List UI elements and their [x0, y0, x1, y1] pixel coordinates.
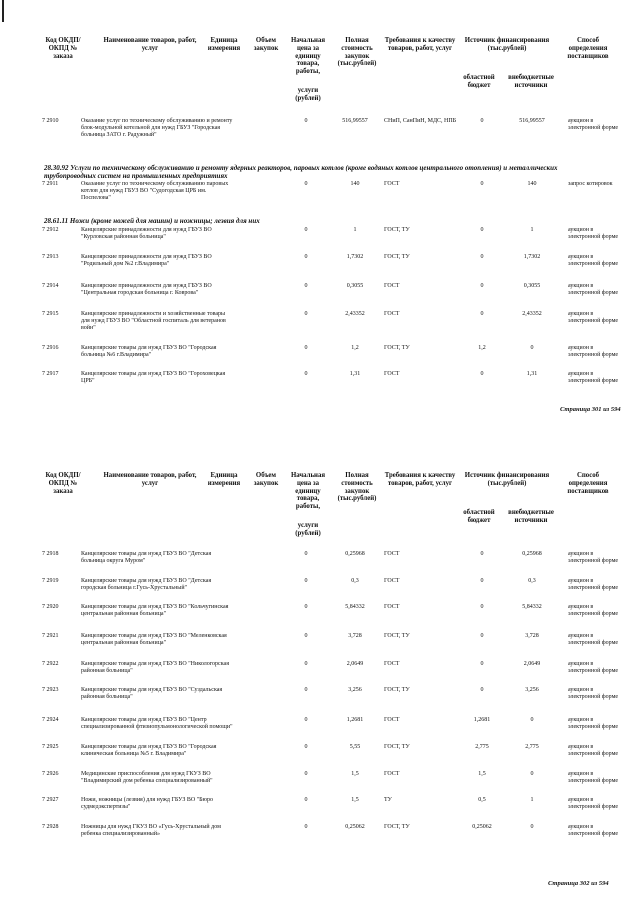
- extra-budget: 1,7302: [523, 254, 541, 260]
- regional-budget: 2,775: [475, 744, 489, 750]
- total-cost: 140: [350, 181, 360, 187]
- order-number: 7 2920: [42, 604, 59, 610]
- start-price: 0: [304, 604, 308, 610]
- start-price: 0: [304, 118, 308, 124]
- quality-requirements: ГОСТ: [384, 771, 400, 777]
- quality-requirements: СНиП, СанПиН, МДС, НПБ: [384, 118, 457, 124]
- item-description: Канцелярские товары для нужд ГБУЗ ВО "Городская клиническая больница №5 г. Владимира": [81, 744, 217, 758]
- regional-budget: 0: [480, 371, 484, 377]
- section-title: Услуги по техническому обслуживанию и ремонту ядерных реакторов, паровых котлов (кроме водяных котлов центрального отопления) и металлических трубопроводных систем на промышленных предприятиях: [44, 164, 558, 181]
- start-price: 0: [304, 771, 308, 777]
- section-header-28-61-11: [44, 217, 604, 225]
- order-number: 7 2926: [42, 771, 59, 777]
- order-number: 7 2925: [42, 744, 59, 750]
- extra-budget: 0: [530, 771, 534, 777]
- col-code-header: Код ОКДП/ ОКПД № заказа: [45, 472, 81, 495]
- total-cost: 1,5: [351, 797, 359, 803]
- total-cost: 1: [353, 227, 357, 233]
- col-name-header: Наименование товаров, работ, услуг: [103, 37, 197, 52]
- regional-budget: 0: [480, 181, 484, 187]
- order-number: 7 2911: [42, 181, 59, 187]
- col-source-extrabudget: внебюджетные источники: [508, 74, 554, 89]
- col-volume-header: Объем закупок: [253, 472, 279, 487]
- total-cost: 3,728: [348, 633, 362, 639]
- order-number: 7 2913: [42, 254, 59, 260]
- order-number: 7 2912: [42, 227, 59, 233]
- procurement-method: аукцион в электронной форме: [568, 118, 619, 132]
- col-start-price-suffix: услуги (рублей): [295, 87, 321, 102]
- total-cost: 0,3055: [346, 283, 364, 289]
- item-description: Канцелярские товары для нужд ГБУЗ ВО "Никологорская районная больница": [81, 661, 229, 675]
- procurement-method: аукцион в электронной форме: [568, 371, 619, 385]
- procurement-method: аукцион в электронной форме: [568, 254, 619, 268]
- regional-budget: 0: [480, 551, 484, 557]
- order-number: 7 2924: [42, 717, 59, 723]
- extra-budget: 516,99557: [519, 118, 545, 124]
- total-cost: 2,0649: [346, 661, 364, 667]
- extra-budget: 5,84332: [522, 604, 542, 610]
- extra-budget: 0,3055: [523, 283, 541, 289]
- order-number: 7 2915: [42, 311, 59, 317]
- quality-requirements: ГОСТ: [384, 717, 400, 723]
- item-description: Канцелярские товары для нужд ГБУЗ ВО "Суздальская районная больница": [81, 687, 223, 701]
- procurement-method: аукцион в электронной форме: [568, 744, 619, 758]
- col-source-header: Источник финансирования (тыс.рублей): [464, 37, 550, 52]
- extra-budget: 2,775: [525, 744, 539, 750]
- quality-requirements: ГОСТ, ТУ: [384, 687, 410, 693]
- total-cost: 1,5: [351, 771, 359, 777]
- procurement-method: аукцион в электронной форме: [568, 824, 619, 838]
- start-price: 0: [304, 687, 308, 693]
- item-description: Канцелярские принадлежности для нужд ГБУЗ ВО "Курловская районная больница": [81, 227, 212, 241]
- section-header-28-30-92: [44, 164, 604, 180]
- item-description: Канцелярские товары для нужд ГБУЗ ВО "Кольчугинская центральная районная больница": [81, 604, 229, 618]
- quality-requirements: ГОСТ: [384, 371, 400, 377]
- regional-budget: 0: [480, 254, 484, 260]
- start-price: 0: [304, 551, 308, 557]
- start-price: 0: [304, 371, 308, 377]
- procurement-method: аукцион в электронной форме: [568, 687, 619, 701]
- total-cost: 1,7302: [346, 254, 364, 260]
- item-description: Ножи, ножницы (лезвия) для нужд ГБУЗ ВО "Бюро судмедэкспертизы": [81, 797, 214, 811]
- regional-budget: 0: [480, 311, 484, 317]
- col-unit-header: Единица измерения: [207, 472, 241, 487]
- regional-budget: 0: [480, 633, 484, 639]
- procurement-method: аукцион в электронной форме: [568, 797, 619, 811]
- regional-budget: 0: [480, 661, 484, 667]
- quality-requirements: ГОСТ, ТУ: [384, 254, 410, 260]
- extra-budget: 140: [527, 181, 537, 187]
- col-unit-header: Единица измерения: [207, 37, 241, 52]
- total-cost: 0,25062: [345, 824, 365, 830]
- start-price: 0: [304, 824, 308, 830]
- col-total-cost-header: Полная стоимость закупок (тыс.рублей): [337, 472, 377, 503]
- order-number: 7 2910: [42, 118, 59, 124]
- col-method-header: Способ определения поставщиков: [567, 37, 609, 60]
- total-cost: 5,84332: [345, 604, 365, 610]
- quality-requirements: ГОСТ: [384, 181, 400, 187]
- procurement-method: аукцион в электронной форме: [568, 345, 619, 359]
- start-price: 0: [304, 717, 308, 723]
- quality-requirements: ГОСТ, ТУ: [384, 345, 410, 351]
- start-price: 0: [304, 661, 308, 667]
- start-price: 0: [304, 227, 308, 233]
- regional-budget: 1,2681: [473, 717, 491, 723]
- start-price: 0: [304, 311, 308, 317]
- scan-edge-mark: [2, 0, 4, 22]
- extra-budget: 0,25968: [522, 551, 542, 557]
- start-price: 0: [304, 283, 308, 289]
- total-cost: 3,256: [348, 687, 362, 693]
- start-price: 0: [304, 345, 308, 351]
- order-number: 7 2919: [42, 578, 59, 584]
- section-code: 28.61.11: [44, 217, 69, 225]
- procurement-method: запрос котировок: [568, 181, 613, 187]
- quality-requirements: ГОСТ: [384, 661, 400, 667]
- quality-requirements: ГОСТ, ТУ: [384, 744, 410, 750]
- total-cost: 0,25968: [345, 551, 365, 557]
- procurement-method: аукцион в электронной форме: [568, 661, 619, 675]
- regional-budget: 0: [480, 227, 484, 233]
- procurement-method: аукцион в электронной форме: [568, 717, 619, 731]
- col-source-header: Источник финансирования (тыс.рублей): [464, 472, 550, 487]
- item-description: Ножницы для нужд ГКУЗ ВО «Гусь-Хрустальный дом ребенка специализированный»: [81, 824, 221, 838]
- regional-budget: 0: [480, 604, 484, 610]
- start-price: 0: [304, 797, 308, 803]
- item-description: Канцелярские принадлежности и хозяйственные товары для нужд ГБУЗ ВО "Областной госпиталь для ветеранов войн": [81, 311, 226, 332]
- total-cost: 0,3: [351, 578, 359, 584]
- col-name-header: Наименование товаров, работ, услуг: [103, 472, 197, 487]
- item-description: Медицинские приспособления для нужд ГКУЗ ВО "Владимирский дом ребенка специализированный": [81, 771, 213, 785]
- col-requirements-header: Требования к качеству товаров, работ, услуг: [384, 472, 456, 487]
- regional-budget: 0,25062: [472, 824, 492, 830]
- extra-budget: 2,43352: [522, 311, 542, 317]
- procurement-method: аукцион в электронной форме: [568, 771, 619, 785]
- procurement-method: аукцион в электронной форме: [568, 227, 619, 241]
- item-description: Канцелярские товары для нужд ГБУЗ ВО "Детская городская больница г.Гусь-Хрустальный": [81, 578, 212, 592]
- item-description: Канцелярские принадлежности для нужд ГБУЗ ВО "Родильный дом №2 г.Владимира": [81, 254, 212, 268]
- section-title: Ножи (кроме ножей для машин) и ножницы; лезвия для них: [69, 217, 260, 225]
- quality-requirements: ГОСТ, ТУ: [384, 633, 410, 639]
- procurement-method: аукцион в электронной форме: [568, 578, 619, 592]
- item-description: Канцелярские товары для нужд ГБУЗ ВО "Детская больница округа Муром": [81, 551, 212, 565]
- order-number: 7 2918: [42, 551, 59, 557]
- extra-budget: 2,0649: [523, 661, 541, 667]
- extra-budget: 0: [530, 824, 534, 830]
- col-requirements-header: Требования к качеству товаров, работ, услуг: [384, 37, 456, 52]
- procurement-method: аукцион в электронной форме: [568, 283, 619, 297]
- page-footer: Страница 301 из 594: [560, 406, 621, 413]
- extra-budget: 0,3: [528, 578, 536, 584]
- order-number: 7 2928: [42, 824, 59, 830]
- start-price: 0: [304, 181, 308, 187]
- col-source-regional: областной бюджет: [463, 509, 495, 524]
- col-total-cost-header: Полная стоимость закупок (тыс.рублей): [337, 37, 377, 68]
- quality-requirements: ТУ: [384, 797, 392, 803]
- order-number: 7 2923: [42, 687, 59, 693]
- regional-budget: 0: [480, 578, 484, 584]
- extra-budget: 3,256: [525, 687, 539, 693]
- col-start-price-header: Начальная цена за единицу товара, работы,: [290, 37, 326, 76]
- extra-budget: 1: [530, 227, 534, 233]
- section-code: 28.30.92: [44, 164, 69, 172]
- procurement-method: аукцион в электронной форме: [568, 311, 619, 325]
- quality-requirements: ГОСТ: [384, 604, 400, 610]
- order-number: 7 2914: [42, 283, 59, 289]
- quality-requirements: ГОСТ: [384, 551, 400, 557]
- start-price: 0: [304, 633, 308, 639]
- regional-budget: 0: [480, 283, 484, 289]
- col-start-price-header: Начальная цена за единицу товара, работы,: [290, 472, 326, 511]
- extra-budget: 1: [530, 797, 534, 803]
- procurement-method: аукцион в электронной форме: [568, 551, 619, 565]
- total-cost: 5,55: [349, 744, 361, 750]
- item-description: Канцелярские товары для нужд ГБУЗ ВО "Городская больница №6 г.Владимира": [81, 345, 217, 359]
- order-number: 7 2927: [42, 797, 59, 803]
- start-price: 0: [304, 744, 308, 750]
- page-footer: Страница 302 из 594: [548, 880, 609, 887]
- quality-requirements: ГОСТ, ТУ: [384, 824, 410, 830]
- regional-budget: 1,2: [478, 345, 486, 351]
- total-cost: 1,31: [349, 371, 361, 377]
- item-description: Оказание услуг по техническому обслуживанию и ремонту блок-модульной котельной для нужд ГБУЗ "Городская больница ЗАТО г. Радужный": [81, 118, 233, 139]
- item-description: Канцелярские товары для нужд ГБУЗ ВО "Меленковская центральная районная больница": [81, 633, 227, 647]
- regional-budget: 0: [480, 687, 484, 693]
- total-cost: 2,43352: [345, 311, 365, 317]
- quality-requirements: ГОСТ, ТУ: [384, 227, 410, 233]
- col-method-header: Способ определения поставщиков: [567, 472, 609, 495]
- item-description: Канцелярские товары для нужд ГБУЗ ВО "Гороховецкая ЦРБ": [81, 371, 226, 385]
- start-price: 0: [304, 578, 308, 584]
- extra-budget: 1,31: [526, 371, 538, 377]
- procurement-method: аукцион в электронной форме: [568, 633, 619, 647]
- regional-budget: 0: [480, 118, 484, 124]
- regional-budget: 1,5: [478, 771, 486, 777]
- col-source-regional: областной бюджет: [463, 74, 495, 89]
- total-cost: 1,2681: [346, 717, 364, 723]
- order-number: 7 2917: [42, 371, 59, 377]
- extra-budget: 0: [530, 345, 534, 351]
- col-source-extrabudget: внебюджетные источники: [508, 509, 554, 524]
- item-description: Канцелярские товары для нужд ГБУЗ ВО "Центр специализированной фтизиопульмонологической помощи": [81, 717, 233, 731]
- quality-requirements: ГОСТ: [384, 578, 400, 584]
- item-description: Оказание услуг по техническому обслуживанию паровых котлов для нужд ГБУЗ ВО "Судогодская ЦРБ им. Поспелова": [81, 181, 229, 202]
- total-cost: 1,2: [351, 345, 359, 351]
- col-start-price-suffix: услуги (рублей): [295, 522, 321, 537]
- quality-requirements: ГОСТ: [384, 311, 400, 317]
- order-number: 7 2916: [42, 345, 59, 351]
- extra-budget: 0: [530, 717, 534, 723]
- extra-budget: 3,728: [525, 633, 539, 639]
- regional-budget: 0,5: [478, 797, 486, 803]
- start-price: 0: [304, 254, 308, 260]
- total-cost: 516,99557: [342, 118, 368, 124]
- col-code-header: Код ОКДП/ ОКПД № заказа: [45, 37, 81, 60]
- col-volume-header: Объем закупок: [253, 37, 279, 52]
- item-description: Канцелярские принадлежности для нужд ГБУЗ ВО "Центральная городская больница г. Коврова": [81, 283, 212, 297]
- quality-requirements: ГОСТ: [384, 283, 400, 289]
- order-number: 7 2921: [42, 633, 59, 639]
- procurement-method: аукцион в электронной форме: [568, 604, 619, 618]
- order-number: 7 2922: [42, 661, 59, 667]
